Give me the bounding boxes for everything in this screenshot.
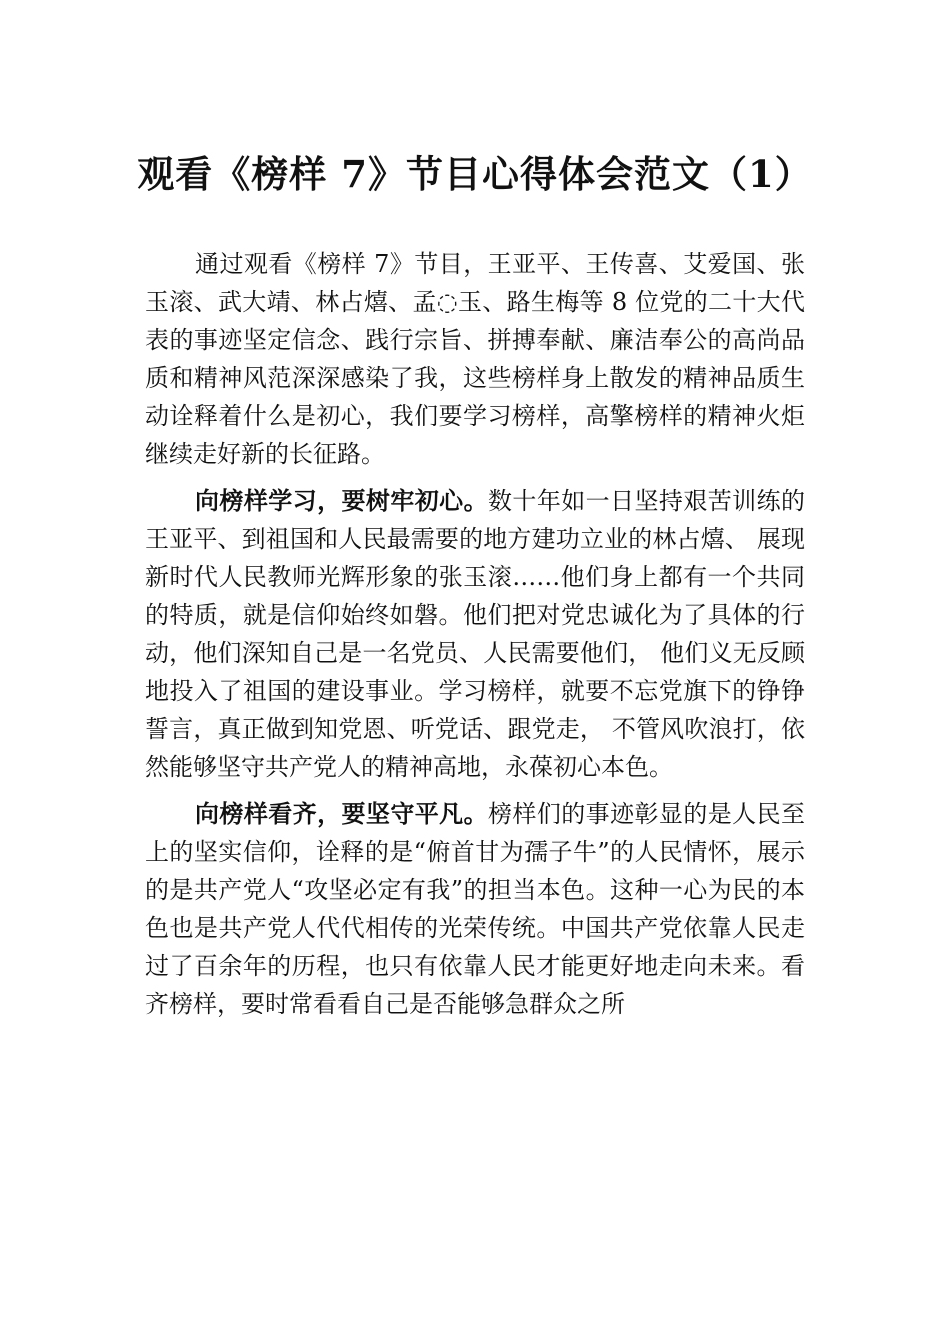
paragraph-intro [145,245,805,473]
document-body [145,245,805,1032]
paragraph-text: 通过观看《榜样 7》节目，王亚平、王传喜、艾爱国、张玉滚、武大靖、林占熺、孟◌玉、路生梅等 8 位党的二十大代表的事迹坚定信念、践行宗旨、拼搏奉献、廉洁奉公的高尚品质和精神风范深深感染了我，这些榜样身上散发的精神品质生动诠释着什么是初心，我们要学习榜样，高擎榜样的精神火炬继续走好新的长征路。 [145,250,805,468]
paragraph-lead: 向榜样看齐，要坚守平凡。 [195,800,488,828]
paragraph-learn-from-role-models [145,482,805,786]
document-title: 观看《榜样 7》节目心得体会范文（1） [137,152,813,196]
paragraph-lead: 向榜样学习，要树牢初心。 [195,487,488,515]
paragraph-align-with-role-models [145,795,805,1023]
paragraph-text: 榜样们的事迹彰显的是人民至上的坚实信仰，诠释的是“俯首甘为孺子牛”的人民情怀，展示的是共产党人“攻坚必定有我”的担当本色。这种一心为民的本色也是共产党人代代相传的光荣传统。中国共产党依靠人民走过了百余年的历程，也只有依靠人民才能更好地走向未来。看齐榜样，要时常看看自己是否能够急群众之所 [145,800,805,1018]
paragraph-text: 数十年如一日坚持艰苦训练的王亚平、到祖国和人民最需要的地方建功立业的林占熺、 展现新时代人民教师光辉形象的张玉滚……他们身上都有一个共同的特质，就是信仰始终如磐。他们把对党忠诚化为了具体的行动，他们深知自己是一名党员、人民需要他们， 他们义无反顾地投入了祖国的建设事业。学习榜样，就要不忘党旗下的铮铮誓言，真正做到知党恩、听党话、跟党走， 不管风吹浪打，依然能够坚守共产党人的精神高地，永葆初心本色。 [145,487,805,781]
